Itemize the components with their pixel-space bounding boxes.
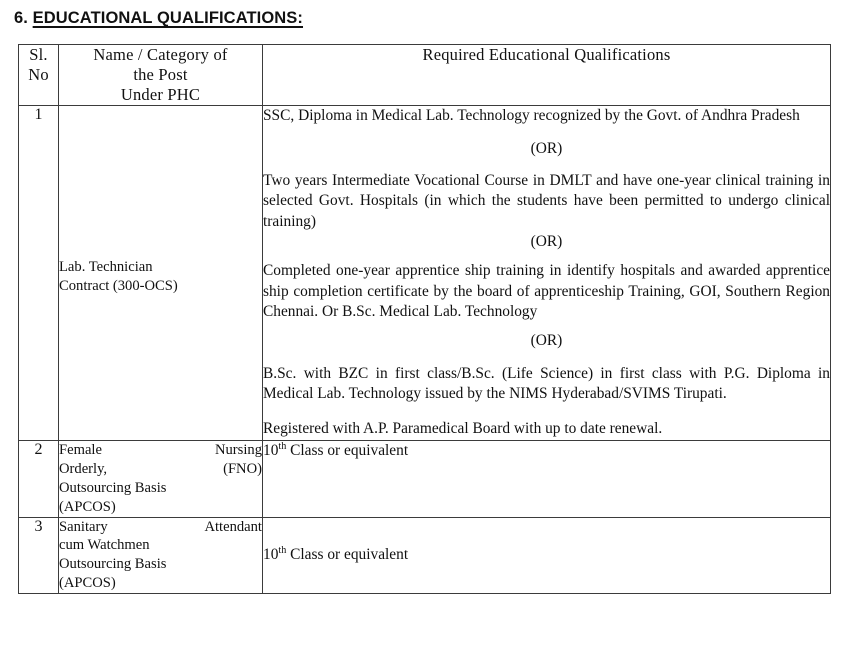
row-2-post-line2-right: (FNO) <box>223 460 262 477</box>
row-1-sl-no: 1 <box>19 106 59 440</box>
row-2-qualification-rest: Class or equivalent <box>286 441 409 459</box>
row-3-qualification-rest: Class or equivalent <box>286 546 409 564</box>
educational-qualifications-table <box>18 44 831 594</box>
row-2-required-qualifications <box>263 440 831 517</box>
column-header-post-name-line2: the Post <box>133 65 188 85</box>
row-2-sl-no: 2 <box>19 440 59 517</box>
row-1-post-line2: Contract (300-OCS) <box>59 278 178 295</box>
qualification-paragraph-1: SSC, Diploma in Medical Lab. Technology recognized by the Govt. of Andhra Pradesh <box>263 107 800 125</box>
row-2-post-line3: Outsourcing Basis <box>59 479 167 496</box>
row-3-post-line3: Outsourcing Basis <box>59 556 167 573</box>
column-header-sl-no-line2: No <box>28 65 49 85</box>
table-row <box>19 440 831 517</box>
row-3-sl-no: 3 <box>19 517 59 594</box>
row-2-post-name <box>59 440 263 517</box>
row-2-post-line1 <box>59 441 262 460</box>
row-3-required-qualifications <box>263 517 831 594</box>
row-2-post-line1-right: Nursing <box>214 441 262 458</box>
row-2-post-line1-left: Female <box>59 441 102 458</box>
qualification-or-3: (OR) <box>530 332 563 350</box>
column-header-post-name-line1: Name / Category of <box>93 45 228 64</box>
page-title-text: EDUCATIONAL QUALIFICATIONS: <box>32 9 304 27</box>
row-3-post-name <box>59 517 263 594</box>
qualification-or-1: (OR) <box>530 139 563 157</box>
row-2-qualification-text <box>263 441 830 461</box>
row-2-post-line2-left: Orderly, <box>59 460 108 477</box>
row-3-qualification-ordinal: th <box>278 545 287 557</box>
table-row <box>19 106 831 440</box>
row-1-post-name <box>59 106 263 440</box>
row-1-post-line1: Lab. Technician <box>59 259 153 276</box>
table-row <box>19 517 831 594</box>
column-header-sl-no-line1: Sl. <box>29 45 48 64</box>
row-3-qualification-number: 10 <box>263 546 279 564</box>
row-3-post-line4: (APCOS) <box>59 575 116 592</box>
row-2-qualification-number: 10 <box>263 441 279 459</box>
page-title <box>14 9 303 28</box>
row-3-post-line2: cum Watchmen <box>59 537 150 554</box>
qualification-paragraph-3: Completed one-year apprentice ship training in identify hospitals and awarded apprentice ship completion certificate by the board of apprenticeship Training, GOI, Southern Region Chennai. Or B.Sc. Medical Lab. Technology <box>263 262 830 320</box>
row-2-qualification-ordinal: th <box>278 440 287 452</box>
table-header-row <box>19 45 831 106</box>
row-3-post-line1-left: Sanitary <box>59 518 108 535</box>
qualification-or-2: (OR) <box>530 233 563 251</box>
row-3-qualification-text <box>263 545 830 565</box>
row-3-post-line1 <box>59 518 262 537</box>
column-header-sl-no <box>19 45 59 106</box>
column-header-post-name-line3: Under PHC <box>120 85 201 105</box>
column-header-required-qualifications: Required Educational Qualifications <box>263 45 831 106</box>
qualification-paragraph-5: Registered with A.P. Paramedical Board with up to date renewal. <box>263 420 663 438</box>
page-title-number: 6. <box>14 9 28 27</box>
qualification-paragraph-4: B.Sc. with BZC in first class/B.Sc. (Life Science) in first class with P.G. Diploma in Medical Lab. Technology issued by the NIMS Hyderabad/SVIMS Tirupati. <box>263 364 830 402</box>
qualification-paragraph-2: Two years Intermediate Vocational Course in DMLT and have one-year clinical training in selected Govt. Hospitals (in which the students have been permitted to undergo clinical training) <box>263 172 830 230</box>
row-2-post-line2 <box>59 460 262 479</box>
row-3-post-line1-right: Attendant <box>204 518 262 535</box>
row-1-required-qualifications <box>263 106 831 440</box>
column-header-post-name <box>59 45 263 106</box>
row-2-post-line4: (APCOS) <box>59 498 116 515</box>
